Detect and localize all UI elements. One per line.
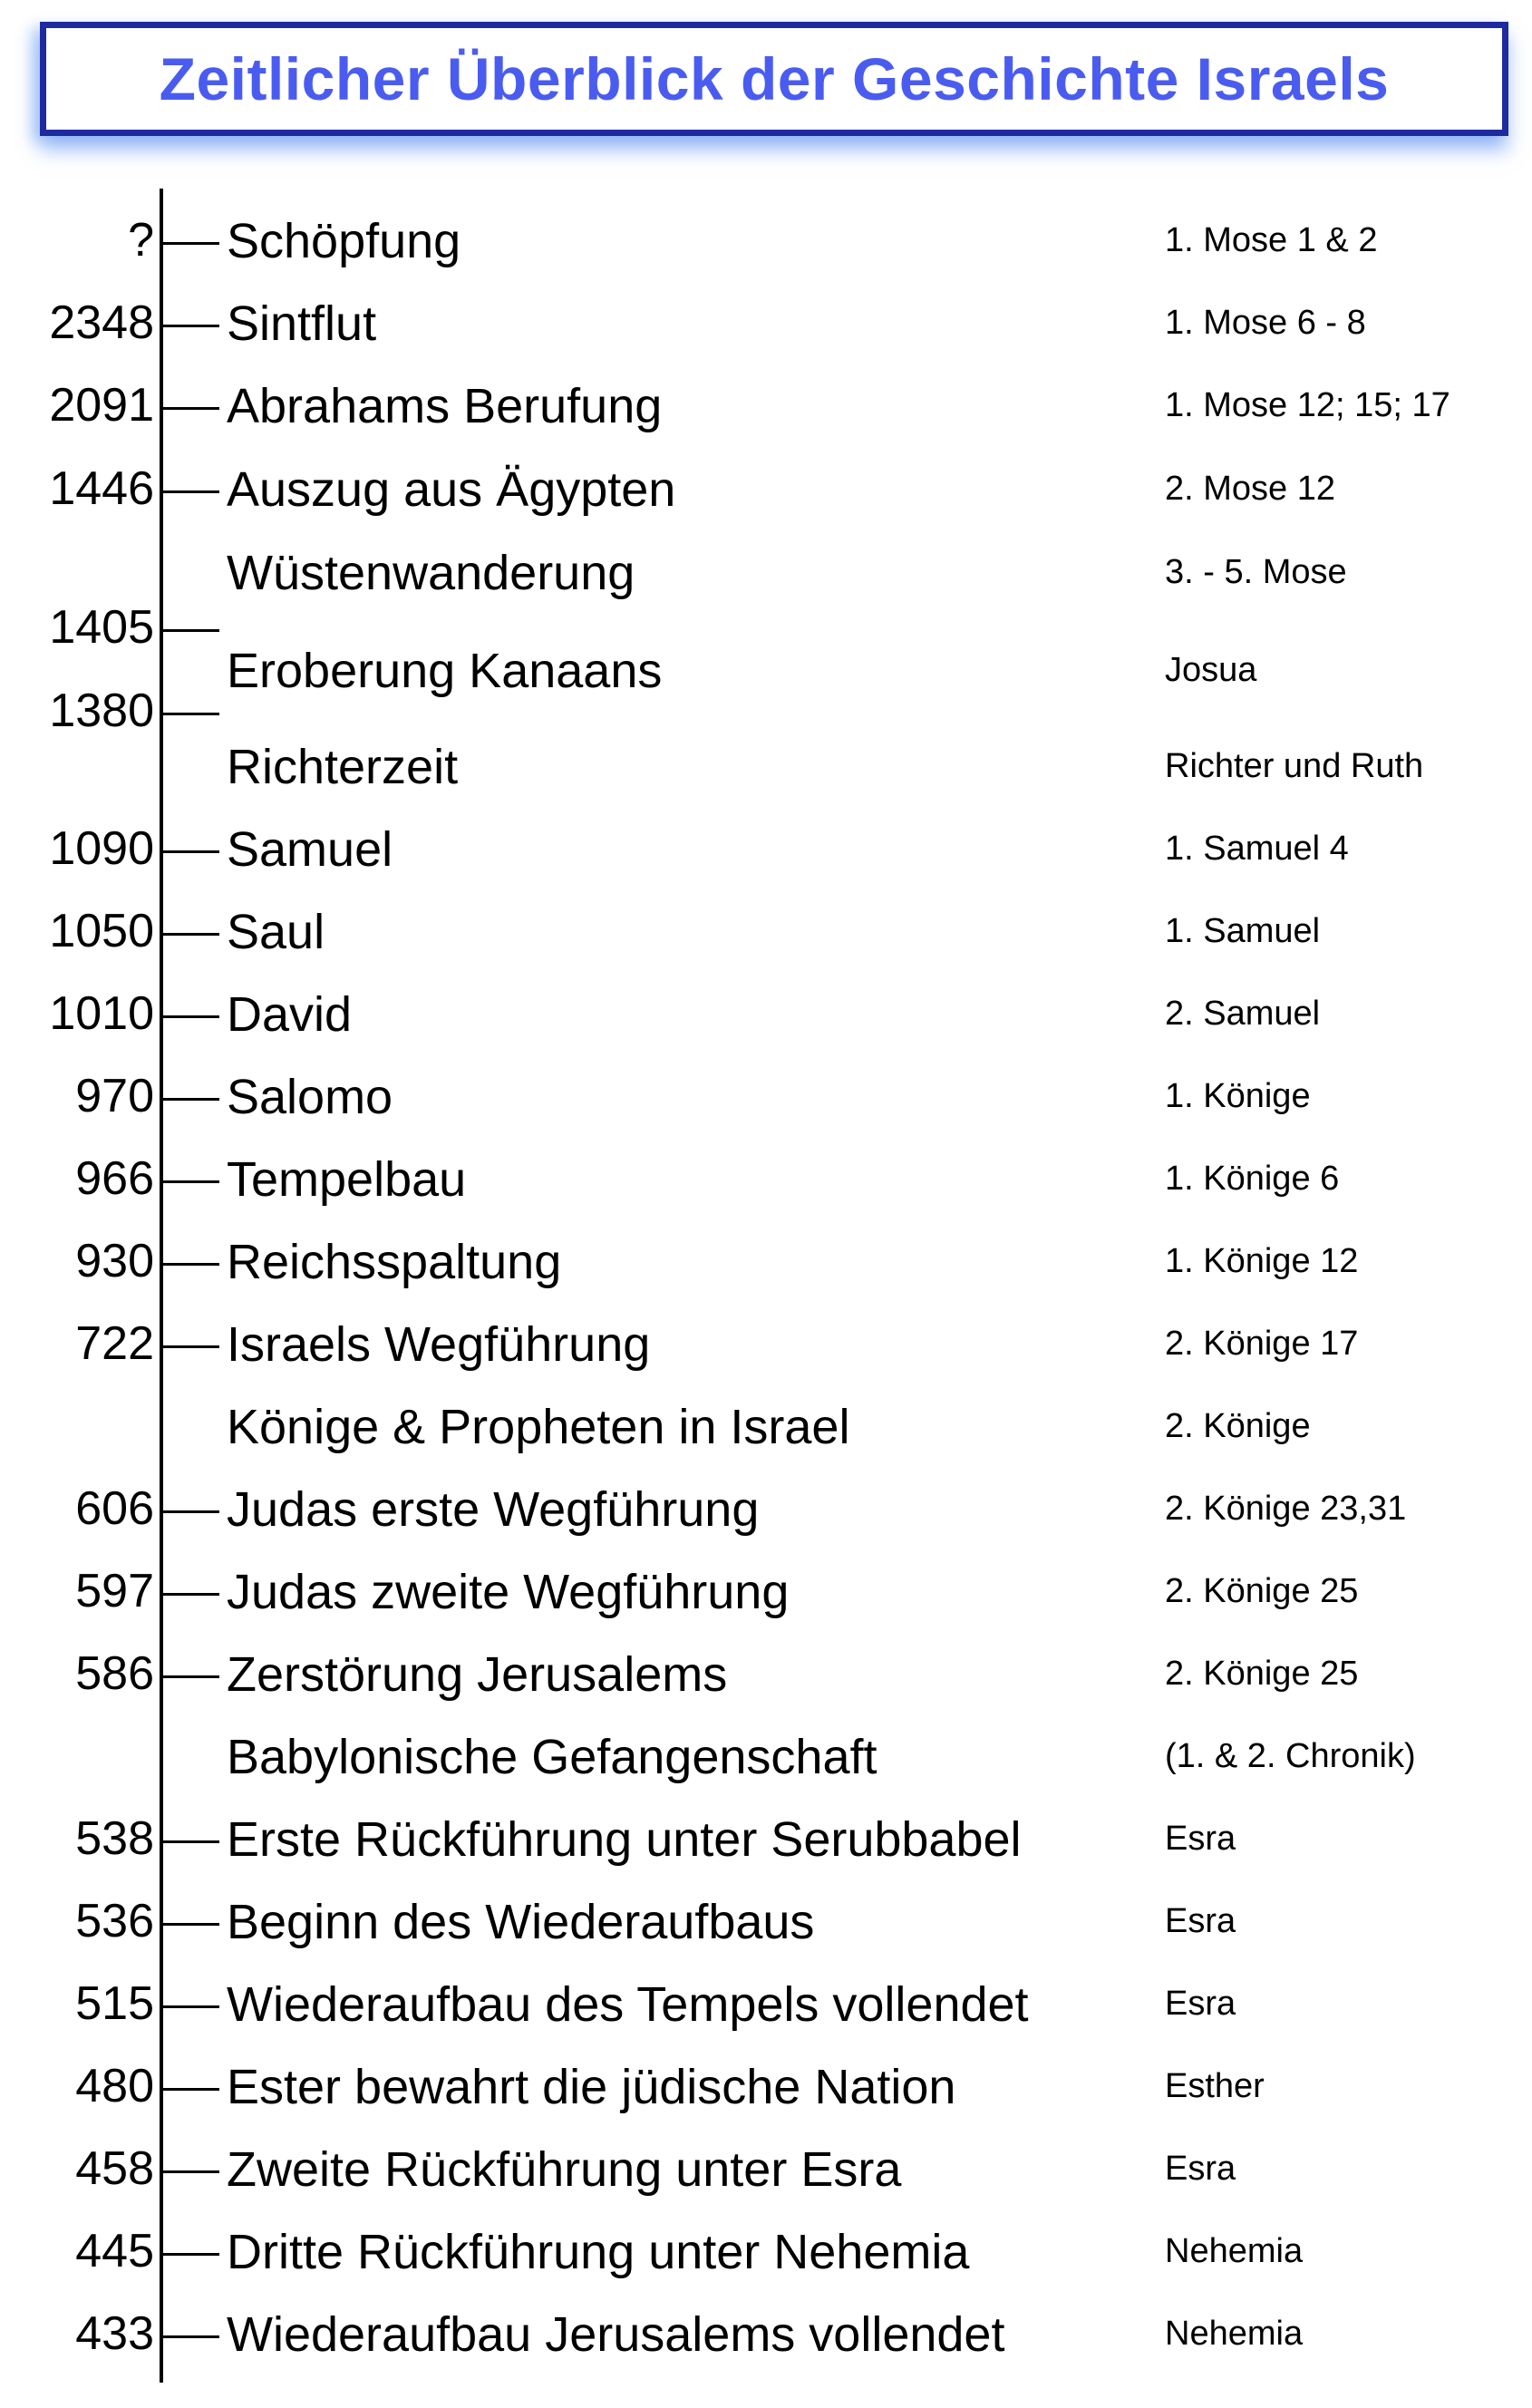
timeline-year: 930: [75, 1235, 154, 1287]
timeline-tick: [163, 325, 219, 327]
scripture-reference: (1. & 2. Chronik): [1165, 1737, 1416, 1775]
timeline-event: Salomo: [227, 1070, 393, 1124]
timeline-event: Zweite Rückführung unter Esra: [227, 2142, 902, 2197]
timeline-event: Reichsspaltung: [227, 1235, 562, 1289]
scripture-reference: 2. Könige 25: [1165, 1655, 1359, 1693]
timeline-year: 536: [75, 1895, 154, 1947]
scripture-reference: 2. Könige 23,31: [1165, 1490, 1407, 1528]
scripture-reference: 2. Könige 25: [1165, 1572, 1359, 1610]
scripture-reference: Esther: [1165, 2067, 1265, 2105]
timeline-event: David: [227, 987, 353, 1042]
timeline-tick: [163, 2253, 219, 2256]
scripture-reference: 1. Könige: [1165, 1077, 1311, 1115]
timeline-year: 445: [75, 2225, 154, 2277]
timeline-year: 458: [75, 2142, 154, 2195]
timeline-event: Abrahams Berufung: [227, 379, 663, 433]
timeline-year: 1050: [49, 905, 154, 957]
timeline-year: 722: [75, 1317, 154, 1370]
timeline-event: Samuel: [227, 822, 393, 877]
timeline-tick: [163, 1675, 219, 1678]
timeline-tick: [163, 1593, 219, 1596]
timeline-year: 2348: [49, 296, 154, 349]
timeline-tick: [163, 2170, 219, 2173]
timeline-event: Babylonische Gefangenschaft: [227, 1730, 878, 1784]
scripture-reference: Esra: [1165, 2150, 1236, 2188]
timeline-tick: [163, 1840, 219, 1843]
timeline-event: Zerstörung Jerusalems: [227, 1647, 728, 1702]
timeline-event: Richterzeit: [227, 740, 459, 794]
timeline-year: 1446: [49, 462, 154, 515]
scripture-reference: 1. Mose 12; 15; 17: [1165, 386, 1450, 424]
scripture-reference: Nehemia: [1165, 2232, 1304, 2270]
timeline-event: Wüstenwanderung: [227, 546, 635, 600]
timeline-year: ?: [128, 214, 154, 267]
timeline-event: Wiederaufbau des Tempels vollendet: [227, 1977, 1029, 2032]
scripture-reference: Esra: [1165, 1902, 1236, 1940]
timeline-tick: [163, 2335, 219, 2338]
scripture-reference: Richter und Ruth: [1165, 747, 1424, 785]
timeline-event: Eroberung Kanaans: [227, 644, 663, 698]
timeline-tick: [163, 1015, 219, 1018]
timeline-year: 1010: [49, 987, 154, 1040]
timeline-event: Judas zweite Wegführung: [227, 1565, 790, 1619]
timeline-event: Wiederaufbau Jerusalems vollendet: [227, 2307, 1005, 2362]
timeline-year: 1380: [49, 685, 154, 737]
timeline-year: 1090: [49, 822, 154, 875]
timeline-tick: [163, 629, 219, 632]
timeline-tick: [163, 1510, 219, 1513]
timeline-event: Erste Rückführung unter Serubbabel: [227, 1812, 1022, 1867]
timeline-year: 2091: [49, 379, 154, 432]
timeline-event: Tempelbau: [227, 1152, 467, 1207]
timeline-event: Judas erste Wegführung: [227, 1482, 760, 1537]
timeline-event: Könige & Propheten in Israel: [227, 1400, 850, 1454]
scripture-reference: 2. Mose 12: [1165, 470, 1335, 508]
scripture-reference: Esra: [1165, 1985, 1236, 2023]
timeline-event: Auszug aus Ägypten: [227, 462, 676, 517]
scripture-reference: 2. Könige 17: [1165, 1325, 1359, 1363]
timeline-tick: [163, 1923, 219, 1926]
timeline-year: 1405: [49, 601, 154, 654]
timeline-event: Saul: [227, 905, 325, 959]
timeline-tick: [163, 1345, 219, 1348]
scripture-reference: Nehemia: [1165, 2315, 1304, 2353]
timeline-axis: [160, 189, 163, 2383]
scripture-reference: 2. Könige: [1165, 1407, 1311, 1445]
timeline-tick: [163, 490, 219, 493]
timeline-tick: [163, 1098, 219, 1101]
timeline-year: 538: [75, 1812, 154, 1865]
timeline-event: Israels Wegführung: [227, 1317, 651, 1372]
timeline-year: 966: [75, 1152, 154, 1205]
timeline-event: Beginn des Wiederaufbaus: [227, 1895, 815, 1949]
timeline-tick: [163, 713, 219, 715]
timeline-event: Ester bewahrt die jüdische Nation: [227, 2060, 956, 2114]
scripture-reference: 1. Könige 6: [1165, 1160, 1340, 1198]
timeline-tick: [163, 850, 219, 853]
scripture-reference: 3. - 5. Mose: [1165, 553, 1347, 591]
timeline-year: 480: [75, 2060, 154, 2112]
timeline-tick: [163, 1180, 219, 1183]
timeline-tick: [163, 407, 219, 410]
timeline-year: 433: [75, 2307, 154, 2360]
timeline-tick: [163, 933, 219, 936]
timeline-tick: [163, 2005, 219, 2008]
scripture-reference: 1. Samuel 4: [1165, 830, 1349, 868]
timeline-event: Schöpfung: [227, 214, 461, 268]
timeline-tick: [163, 242, 219, 245]
scripture-reference: 1. Mose 1 & 2: [1165, 221, 1378, 259]
timeline-tick: [163, 2088, 219, 2091]
scripture-reference: Esra: [1165, 1820, 1236, 1858]
scripture-reference: 2. Samuel: [1165, 995, 1321, 1033]
timeline-year: 515: [75, 1977, 154, 2030]
scripture-reference: 1. Mose 6 - 8: [1165, 304, 1366, 342]
timeline-year: 597: [75, 1565, 154, 1617]
timeline-year: 970: [75, 1070, 154, 1122]
scripture-reference: 1. Samuel: [1165, 912, 1321, 950]
timeline-year: 586: [75, 1647, 154, 1700]
timeline-year: 606: [75, 1482, 154, 1535]
timeline-event: Dritte Rückführung unter Nehemia: [227, 2225, 970, 2279]
scripture-reference: Josua: [1165, 651, 1257, 689]
timeline-event: Sintflut: [227, 296, 377, 351]
title-box: [40, 22, 1508, 136]
scripture-reference: 1. Könige 12: [1165, 1242, 1359, 1280]
timeline-tick: [163, 1263, 219, 1266]
page-title: Zeitlicher Überblick der Geschichte Israels: [159, 45, 1390, 112]
